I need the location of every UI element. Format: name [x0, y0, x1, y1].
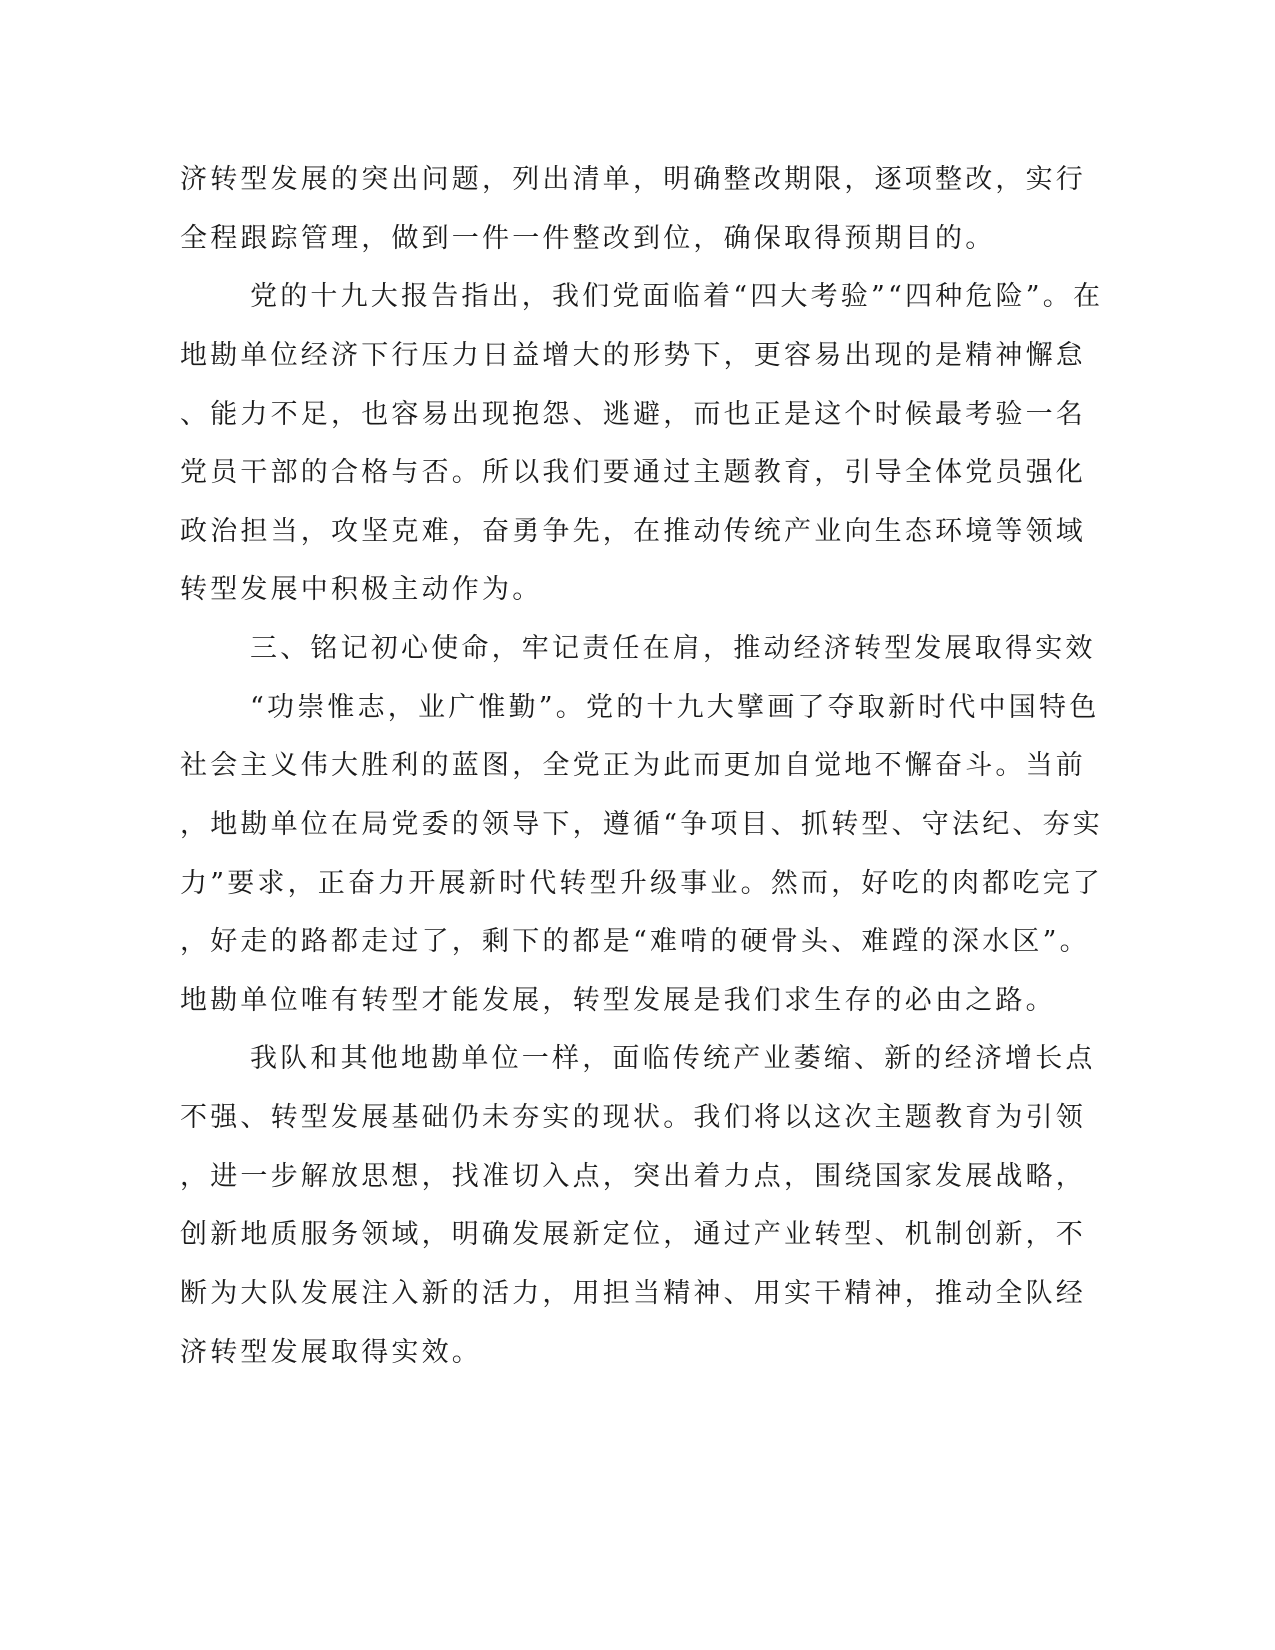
text-line: 全程跟踪管理，做到一件一件整改到位，确保取得预期目的。	[180, 223, 996, 254]
section-heading: 三、铭记初心使命，牢记责任在肩，推动经济转型发展取得实效	[250, 633, 1096, 664]
text-line: ，进一步解放思想，找准切入点，突出着力点，围绕国家发展战略，	[180, 1161, 1086, 1192]
text-line: 力”要求，正奋力开展新时代转型升级事业。然而，好吃的肉都吃完了	[180, 868, 1104, 899]
text-line: 政治担当，攻坚克难，奋勇争先，在推动传统产业向生态环境等领域	[180, 516, 1086, 547]
text-line: 不强、转型发展基础仍未夯实的现状。我们将以这次主题教育为引领	[180, 1102, 1086, 1133]
text-line: 党员干部的合格与否。所以我们要通过主题教育，引导全体党员强化	[180, 457, 1086, 488]
paragraph-start-line: “功崇惟志，业广惟勤”。党的十九大擘画了夺取新时代中国特色	[250, 692, 1100, 723]
text-line: 社会主义伟大胜利的蓝图，全党正为此而更加自觉地不懈奋斗。当前	[180, 750, 1086, 781]
text-line: 济转型发展的突出问题，列出清单，明确整改期限，逐项整改，实行	[180, 164, 1086, 195]
text-line: ，好走的路都走过了，剩下的都是“难啃的硬骨头、难蹚的深水区”。	[180, 926, 1090, 957]
text-line: 转型发展中积极主动作为。	[180, 574, 543, 605]
text-line: 地勘单位经济下行压力日益增大的形势下，更容易出现的是精神懈怠	[180, 340, 1086, 371]
text-line: 断为大队发展注入新的活力，用担当精神、用实干精神，推动全队经	[180, 1278, 1086, 1309]
text-line: 、能力不足，也容易出现抱怨、逃避，而也正是这个时候最考验一名	[180, 399, 1086, 430]
paragraph-start-line: 党的十九大报告指出，我们党面临着“四大考验”“四种危险”。在	[250, 281, 1104, 312]
paragraph-start-line: 我队和其他地勘单位一样，面临传统产业萎缩、新的经济增长点	[250, 1043, 1096, 1074]
text-line: ，地勘单位在局党委的领导下，遵循“争项目、抓转型、守法纪、夯实	[180, 809, 1104, 840]
text-line: 创新地质服务领域，明确发展新定位，通过产业转型、机制创新，不	[180, 1219, 1086, 1250]
text-line: 地勘单位唯有转型才能发展，转型发展是我们求生存的必由之路。	[180, 985, 1056, 1016]
text-line: 济转型发展取得实效。	[180, 1337, 482, 1368]
